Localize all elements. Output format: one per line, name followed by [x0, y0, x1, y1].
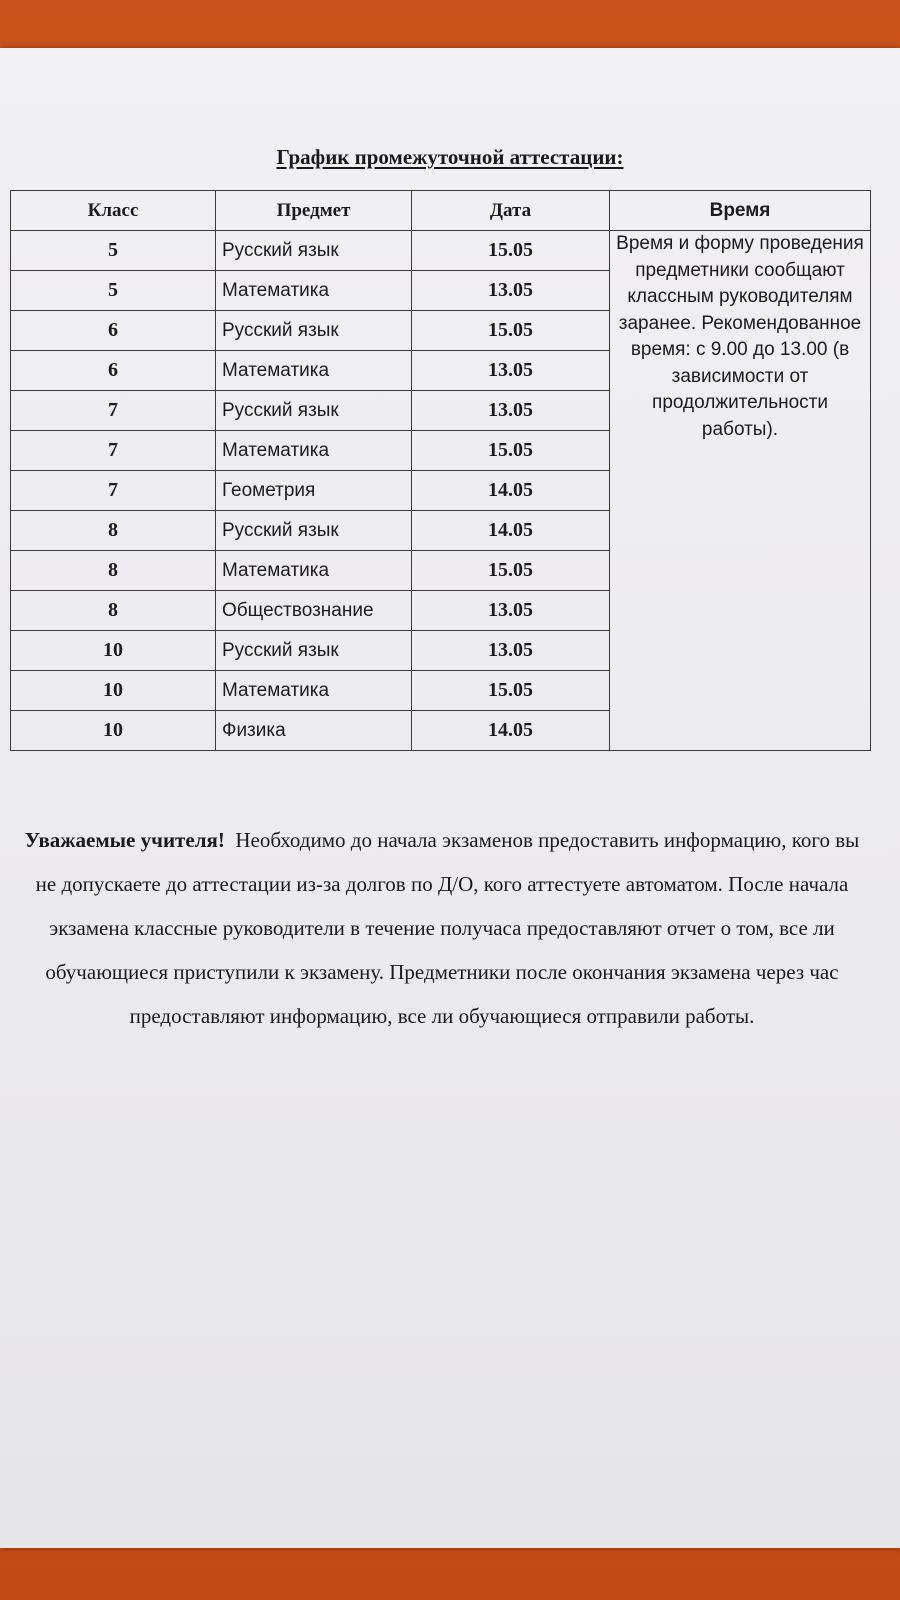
cell-date: 15.05 [412, 551, 610, 591]
cell-class: 7 [11, 391, 216, 431]
cell-date: 15.05 [412, 431, 610, 471]
cell-subject: Математика [216, 431, 412, 471]
table-row [11, 231, 871, 271]
cell-class: 10 [11, 631, 216, 671]
cell-subject: Математика [216, 551, 412, 591]
cell-time-note: Время и форму проведения предметники сообщают классным руководителям заранее. Рекомендованное время: с 9.00 до 13.00 (в зависимости от продолжительности работы). [610, 231, 871, 751]
cell-class: 5 [11, 231, 216, 271]
cell-date: 14.05 [412, 511, 610, 551]
cell-date: 15.05 [412, 231, 610, 271]
cell-subject: Русский язык [216, 511, 412, 551]
cell-class: 7 [11, 431, 216, 471]
cell-class: 10 [11, 671, 216, 711]
cell-subject: Физика [216, 711, 412, 751]
cell-subject: Русский язык [216, 311, 412, 351]
cell-subject: Русский язык [216, 231, 412, 271]
notice-body: Необходимо до начала экзаменов предоставить информацию, кого вы не допускаете до аттестации из-за долгов по Д/О, кого аттестуете автоматом. После начала экзамена классные руководители в течение получаса предоставляют отчет о том, все ли обучающиеся приступили к экзамену. Предметники после окончания экзамена через час предоставляют информацию, все ли обучающиеся отправили работы. [35, 828, 860, 1028]
cell-subject: Геометрия [216, 471, 412, 511]
cell-date: 13.05 [412, 271, 610, 311]
cell-date: 15.05 [412, 671, 610, 711]
cell-date: 13.05 [412, 351, 610, 391]
cell-class: 8 [11, 591, 216, 631]
schedule-body [11, 231, 871, 751]
cell-date: 14.05 [412, 471, 610, 511]
header-date: Дата [412, 191, 610, 231]
cell-date: 13.05 [412, 591, 610, 631]
notice-greeting: Уважаемые учителя! [24, 828, 225, 852]
cell-subject: Русский язык [216, 391, 412, 431]
cell-class: 10 [11, 711, 216, 751]
cell-class: 7 [11, 471, 216, 511]
cell-subject: Русский язык [216, 631, 412, 671]
header-time: Время [610, 191, 871, 231]
teacher-notice [18, 818, 866, 1038]
document-title: График промежуточной аттестации: [276, 145, 624, 169]
cell-subject: Математика [216, 671, 412, 711]
cell-class: 6 [11, 351, 216, 391]
cell-subject: Математика [216, 351, 412, 391]
table-header-row [11, 191, 871, 231]
cell-class: 6 [11, 311, 216, 351]
cell-date: 15.05 [412, 311, 610, 351]
schedule-table [10, 190, 871, 751]
cell-date: 13.05 [412, 391, 610, 431]
cell-class: 8 [11, 511, 216, 551]
cell-subject: Обществознание [216, 591, 412, 631]
header-class: Класс [11, 191, 216, 231]
header-subject: Предмет [216, 191, 412, 231]
cell-class: 8 [11, 551, 216, 591]
paper-sheet [0, 48, 900, 1548]
cell-date: 14.05 [412, 711, 610, 751]
cell-date: 13.05 [412, 631, 610, 671]
cell-class: 5 [11, 271, 216, 311]
cell-subject: Математика [216, 271, 412, 311]
